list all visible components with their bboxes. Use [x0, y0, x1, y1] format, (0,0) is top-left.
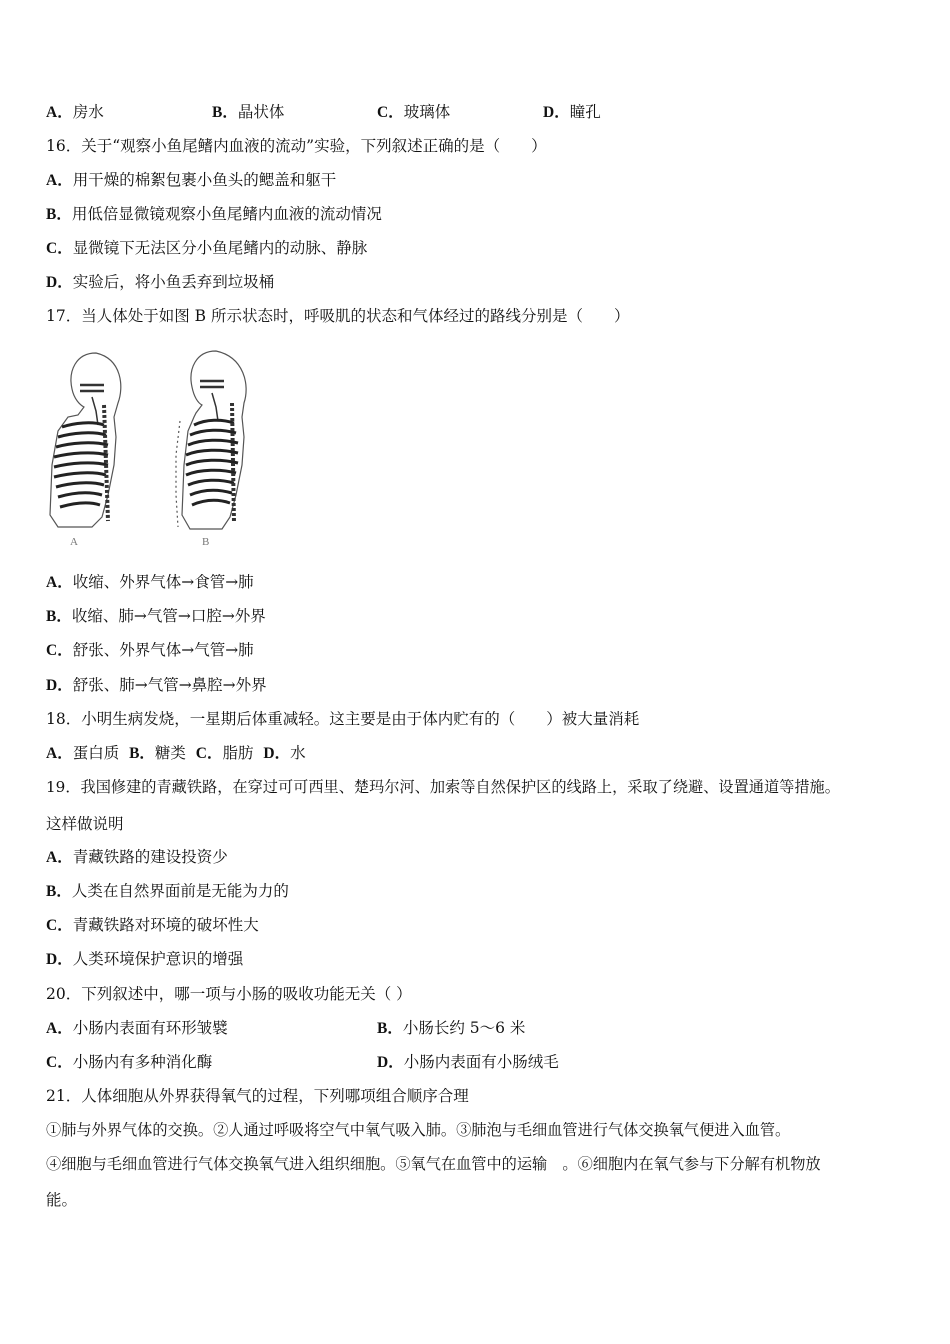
q19-option-a: A．青藏铁路的建设投资少: [46, 848, 228, 866]
q21-stem: 21．人体细胞从外界获得氧气的过程，下列哪项组合顺序合理: [46, 1087, 469, 1105]
q20-option-c: C．小肠内有多种消化酶: [46, 1053, 213, 1071]
q15-option-b: B．晶状体: [212, 103, 285, 121]
q16-option-b: B．用低倍显微镜观察小鱼尾鳍内血液的流动情况: [46, 205, 382, 223]
figure-b-ribs: [186, 420, 238, 505]
figure-a-ribs: [54, 423, 108, 507]
q15-option-c: C．玻璃体: [377, 103, 451, 121]
q19-option-b: B．人类在自然界面前是无能为力的: [46, 882, 289, 900]
q16-option-c: C．显微镜下无法区分小鱼尾鳍内的动脉、静脉: [46, 239, 368, 257]
breathing-figure: [44, 345, 269, 553]
q19-stem-line1: 19．我国修建的青藏铁路，在穿过可可西里、楚玛尔河、加索等自然保护区的线路上，采取了绕避、设置通道等措施。: [46, 778, 840, 796]
q16-option-a: A．用干燥的棉絮包裹小鱼头的鳃盖和躯干: [46, 171, 337, 189]
q18-options: A．蛋白质 B．糖类 C．脂肪 D．水: [46, 744, 306, 762]
q20-option-a: A．小肠内表面有环形皱襞: [46, 1019, 228, 1037]
q20-stem: 20．下列叙述中，哪一项与小肠的吸收功能无关（ ）: [46, 985, 412, 1003]
q21-line3: 能。: [46, 1191, 78, 1209]
figure-label-b: B: [202, 536, 210, 548]
q17-stem: 17．当人体处于如图 B 所示状态时，呼吸肌的状态和气体经过的路线分别是（ ）: [46, 307, 630, 325]
q17-option-c: C．舒张、外界气体→气管→肺: [46, 641, 254, 659]
q20-option-d: D．小肠内表面有小肠绒毛: [377, 1053, 559, 1071]
q20-option-b: B．小肠长约 5～6 米: [377, 1019, 526, 1037]
q19-stem-line2: 这样做说明: [46, 815, 124, 833]
q21-line2: ④细胞与毛细血管进行气体交换氧气进入组织细胞。⑤氧气在血管中的运输 。⑥细胞内在氧气参与下分解有机物放: [46, 1155, 821, 1173]
q21-line1: ①肺与外界气体的交换。②人通过呼吸将空气中氧气吸入肺。③肺泡与毛细血管进行气体交换氧气便进入血管。: [46, 1121, 791, 1139]
breathing-diagram: [44, 345, 269, 553]
q16-option-d: D．实验后，将小鱼丢弃到垃圾桶: [46, 273, 275, 291]
figure-a-body: [50, 353, 121, 527]
q19-option-c: C．青藏铁路对环境的破坏性大: [46, 916, 259, 934]
q15-option-d: D．瞳孔: [543, 103, 601, 121]
q17-option-b: B．收缩、肺→气管→口腔→外界: [46, 607, 266, 625]
figure-label-a: A: [70, 536, 78, 548]
q18-stem: 18．小明生病发烧，一星期后体重减轻。这主要是由于体内贮有的（ ）被大量消耗: [46, 710, 640, 728]
q19-option-d: D．人类环境保护意识的增强: [46, 950, 244, 968]
q17-option-d: D．舒张、肺→气管→鼻腔→外界: [46, 676, 267, 694]
q16-stem: 16．关于“观察小鱼尾鳍内血液的流动”实验，下列叙述正确的是（ ）: [46, 137, 547, 155]
q15-option-a: A．房水: [46, 103, 104, 121]
q17-option-a: A．收缩、外界气体→食管→肺: [46, 573, 254, 591]
